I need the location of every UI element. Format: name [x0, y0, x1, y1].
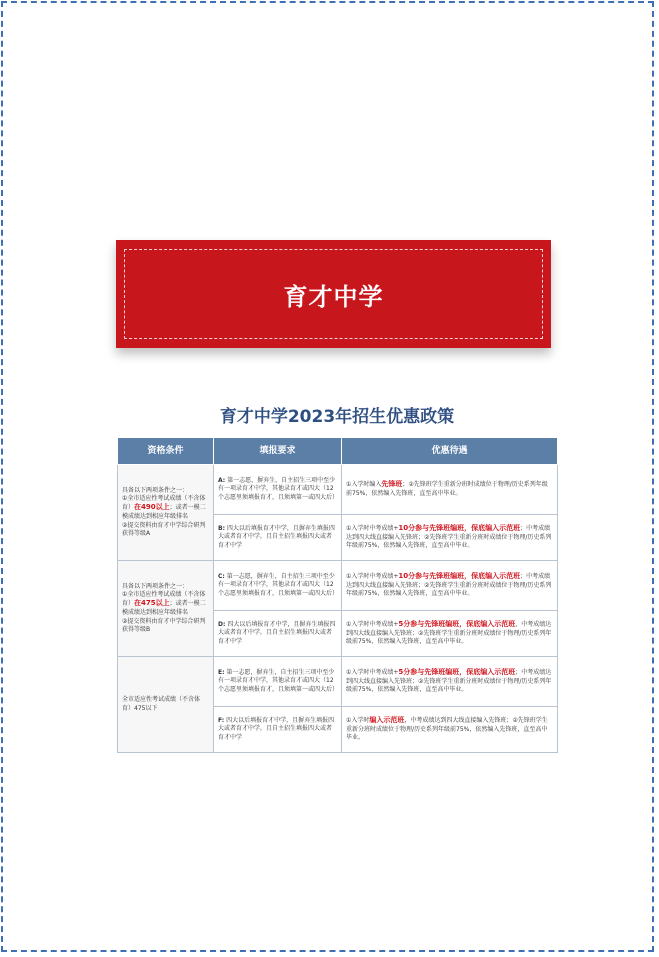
benefit-cell: ①入学时中考成绩+10分参与先锋班编班，保底编入示范班；中考成绩达到四大线直接编入先锋班；②先锋班学生重新分班时成绩位于物理/历史系列年级前75%，依然编入先锋班，直至高中毕业。: [342, 561, 558, 611]
table-row: [118, 657, 558, 707]
qualification-cell: 具备以下两项条件之一： ①全市适应性考试成绩（不含体育）在490以上；或者一模二模成绩达到相应年级排名 ②提交资料由育才中学综合研判获得等级A: [118, 465, 214, 561]
requirement-cell: B: 四大以后填报育才中学，且摒弃生填报四大或者育才中学，且自主招生填报四大或者育才中学: [214, 515, 342, 561]
table-row: [118, 561, 558, 611]
benefit-cell: ①入学时编入先锋班；②先锋班学生重新分班时成绩位于物理/历史系列年级前75%，依然编入先锋班，直至高中毕业。: [342, 465, 558, 515]
table-row: [118, 465, 558, 515]
benefit-cell: ①入学时中考成绩+10分参与先锋班编班，保底编入示范班；中考成绩达到四大线直接编入先锋班；②先锋班学生重新分班时成绩位于物理/历史系列年级前75%，依然编入先锋班，直至高中毕业。: [342, 515, 558, 561]
benefit-cell: ①入学时中考成绩+5分参与先锋班编班，保底编入示范班；中考成绩达到四大线直接编入先锋班；②先锋班学生重新分班时成绩位于物理/历史系列年级前75%，依然编入先锋班，直至高中毕业。: [342, 657, 558, 707]
policy-table: [117, 437, 558, 753]
requirement-cell: D: 四大以后填报育才中学，且摒弃生填报四大或者育才中学，且自主招生填报四大或者育才中学: [214, 611, 342, 657]
qualification-cell: 具备以下两项条件之一： ①全市适应性考试成绩（不含体育）在475以上；或者一模二模成绩达到相应年级排名 ②提交资料由育才中学综合研判获得等级B: [118, 561, 214, 657]
header-requirement: 填报要求: [214, 438, 342, 465]
header-qualification: 资格条件: [118, 438, 214, 465]
benefit-cell: ①入学时编入示范班，中考成绩达到四大线直接编入先锋班；②先锋班学生重新分班时成绩位于物理/历史系列年级前75%，依然编入先锋班，直至高中毕业。: [342, 707, 558, 753]
requirement-cell: A: 第一志愿，摒弃生，自主招生三项中至少有一项录育才中学，其他录育才或四大（12个志愿里须填报育才，且须填第一或四大后）: [214, 465, 342, 515]
benefit-cell: ①入学时中考成绩+5分参与先锋班编班，保底编入示范班，中考成绩达到四大线直接编入先锋班；②先锋班学生重新分班时成绩位于物理/历史系列年级前75%，依然编入先锋班，直至高中毕业。: [342, 611, 558, 657]
document-title: 育才中学2023年招生优惠政策: [219, 407, 455, 427]
qualification-cell: 全市适应性考试成绩（不含体育）475以下: [118, 657, 214, 753]
requirement-cell: E: 第一志愿，摒弃生，自主招生三项中至少有一项录育才中学，其他录育才或四大（12个志愿里须填报育才，且须填第一或四大后）: [214, 657, 342, 707]
requirement-cell: F: 四大以后填报育才中学，且摒弃生填报四大或者育才中学，且自主招生填报四大或者育才中学: [214, 707, 342, 753]
requirement-cell: C: 第一志愿，摒弃生，自主招生三项中至少有一项录育才中学，其他录育才或四大（12个志愿里须填报育才，且须填第一或四大后）: [214, 561, 342, 611]
banner-dashed-frame: [124, 249, 543, 339]
table-header-row: [118, 438, 558, 465]
header-benefit: 优惠待遇: [342, 438, 558, 465]
banner-title: 育才中学: [283, 282, 384, 311]
title-banner: [116, 240, 551, 348]
